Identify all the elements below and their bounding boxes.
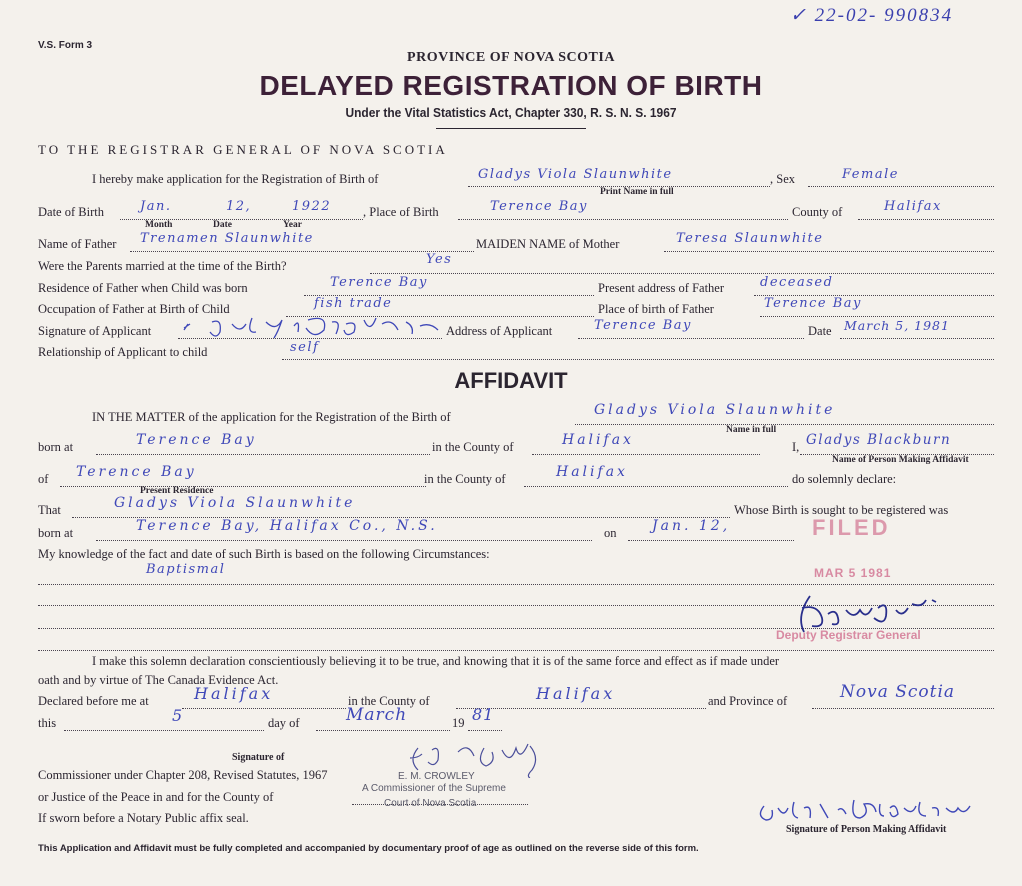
sex-field[interactable] xyxy=(808,170,994,187)
form-id: V.S. Form 3 xyxy=(38,40,93,51)
deponent-hint: Name of Person Making Affidavit xyxy=(832,455,969,465)
date-value: March 5, 1981 xyxy=(844,318,950,333)
solemn-declaration-line-2: oath and by virtue of The Canada Evidence Act. xyxy=(38,673,279,687)
sex-label: , Sex xyxy=(770,172,795,186)
relationship-value: self xyxy=(290,340,320,355)
county-value: Halifax xyxy=(884,199,942,214)
i-label: I, xyxy=(792,440,800,454)
father-birthplace-value: Terence Bay xyxy=(764,296,862,311)
knowledge-label: My knowledge of the fact and date of such Birth is based on the following Circumstances: xyxy=(38,547,490,561)
year-prefix-label: 19 xyxy=(452,716,465,730)
intro-label: I hereby make application for the Registration of Birth of xyxy=(92,172,379,186)
affidavit-heading: AFFIDAVIT xyxy=(454,368,568,393)
county-of-label: in the County of xyxy=(432,440,514,454)
date-hint: Date xyxy=(213,220,232,230)
father-present-value: deceased xyxy=(760,275,834,290)
applicant-signature-label: Signature of Applicant xyxy=(38,324,152,338)
sex-value: Female xyxy=(842,167,899,182)
form-title: DELAYED REGISTRATION OF BIRTH xyxy=(259,70,763,101)
declared-at-value: Halifax xyxy=(194,684,274,703)
month-value: March xyxy=(346,705,408,725)
justice-label: or Justice of the Peace in and for the County of xyxy=(38,790,274,804)
applicant-signature-scribble xyxy=(182,314,450,342)
place-of-birth-value: Terence Bay xyxy=(490,199,588,214)
born-at-2-value: Terence Bay, Halifax Co., N.S. xyxy=(136,518,438,534)
dob-year-value: 1922 xyxy=(292,199,332,214)
filed-date-stamp: MAR 5 1981 xyxy=(814,566,892,580)
date-label: Date xyxy=(808,324,832,338)
dob-month-value: Jan. xyxy=(140,199,172,214)
reference-number: ✓ 22-02- 990834 xyxy=(790,5,954,26)
deponent-signature-scribble xyxy=(754,796,984,826)
mother-name-value: Teresa Slaunwhite xyxy=(676,231,824,246)
day-value: 5 xyxy=(172,706,186,725)
circumstance-value: Baptismal xyxy=(146,562,226,577)
name-in-full-hint: Name in full xyxy=(726,425,777,435)
declare-label: do solemnly declare: xyxy=(792,472,897,486)
county-of-2-value: Halifax xyxy=(556,464,628,480)
notary-label: If sworn before a Notary Public affix seal. xyxy=(38,811,249,825)
county-label: County of xyxy=(792,205,843,219)
day-field[interactable] xyxy=(64,714,264,731)
child-name-value: Gladys Viola Slaunwhite xyxy=(478,167,673,182)
father-birthplace-label: Place of birth of Father xyxy=(598,302,714,316)
commissioner-label: Commissioner under Chapter 208, Revised Statutes, 1967 xyxy=(38,768,328,782)
residence-value: Terence Bay xyxy=(76,464,197,480)
father-residence-value: Terence Bay xyxy=(330,275,428,290)
dob-label: Date of Birth xyxy=(38,205,104,219)
father-present-label: Present address of Father xyxy=(598,281,725,295)
that-label: That xyxy=(38,503,61,517)
applicant-address-value: Terence Bay xyxy=(594,318,692,333)
of-label: of xyxy=(38,472,49,486)
county-of-value: Halifax xyxy=(562,432,634,448)
dob-day-value: 12, xyxy=(226,199,252,214)
relationship-field[interactable] xyxy=(282,343,994,360)
solemn-declaration-line-1: I make this solemn declaration conscientiously believing it to be true, and knowing that it is of the same force and effect as if made under xyxy=(92,654,780,668)
on-label: on xyxy=(604,526,617,540)
county-of-3-value: Halifax xyxy=(536,684,616,703)
crowley-stamp-line-2: A Commissioner of the Supreme xyxy=(362,783,506,794)
day-of-label: day of xyxy=(268,716,300,730)
crowley-stamp-line-3: Court of Nova Scotia xyxy=(384,798,477,809)
born-at-value: Terence Bay xyxy=(136,432,257,448)
father-name-label: Name of Father xyxy=(38,237,117,251)
married-label: Were the Parents married at the time of the Birth? xyxy=(38,259,287,273)
title-rule xyxy=(436,128,586,129)
signature-of-label: Signature of xyxy=(232,752,285,763)
deputy-registrar-stamp: Deputy Registrar General xyxy=(776,628,921,642)
county-of-3-label: in the County of xyxy=(348,694,430,708)
addressee-line: TO THE REGISTRAR GENERAL OF NOVA SCOTIA xyxy=(38,142,448,157)
place-of-birth-label: , Place of Birth xyxy=(363,205,439,219)
county-of-2-label: in the County of xyxy=(424,472,506,486)
year-hint: Year xyxy=(283,220,302,230)
crowley-stamp-line-1: E. M. CROWLEY xyxy=(398,771,475,782)
province-of-label: and Province of xyxy=(708,694,788,708)
deponent-value: Gladys Blackburn xyxy=(806,432,952,448)
mother-name-label: MAIDEN NAME of Mother xyxy=(476,237,620,251)
print-name-hint: Print Name in full xyxy=(600,187,674,197)
province-heading: PROVINCE OF NOVA SCOTIA xyxy=(407,50,615,65)
born-at-2-label: born at xyxy=(38,526,74,540)
that-name-value: Gladys Viola Slaunwhite xyxy=(114,495,356,511)
father-residence-label: Residence of Father when Child was born xyxy=(38,281,248,295)
father-occupation-label: Occupation of Father at Birth of Child xyxy=(38,302,230,316)
father-name-value: Trenamen Slaunwhite xyxy=(140,231,314,246)
matter-name-value: Gladys Viola Slaunwhite xyxy=(594,402,836,418)
father-occupation-value: fish trade xyxy=(314,296,393,311)
declared-before-label: Declared before me at xyxy=(38,694,149,708)
born-at-label: born at xyxy=(38,440,74,454)
footer-note: This Application and Affidavit must be fully completed and accompanied by documentary proof of age as outlined on the reverse side of this form. xyxy=(38,843,699,854)
filed-stamp: FILED xyxy=(812,515,891,540)
month-hint: Month xyxy=(145,220,173,230)
year-value: 81 xyxy=(472,705,495,724)
form-subtitle: Under the Vital Statistics Act, Chapter 330, R. S. N. S. 1967 xyxy=(345,105,677,120)
province-of-value: Nova Scotia xyxy=(840,682,956,702)
whose-birth-label: Whose Birth is sought to be registered was xyxy=(734,503,949,517)
born-on-value: Jan. 12, xyxy=(652,518,731,534)
this-label: this xyxy=(38,716,57,730)
matter-label: IN THE MATTER of the application for the Registration of the Birth of xyxy=(92,410,451,424)
deponent-signature-label: Signature of Person Making Affidavit xyxy=(786,824,947,835)
residence-hint: Present Residence xyxy=(140,486,214,496)
married-field[interactable] xyxy=(370,257,994,274)
applicant-address-label: Address of Applicant xyxy=(446,324,553,338)
relationship-label: Relationship of Applicant to child xyxy=(38,345,208,359)
married-value: Yes xyxy=(426,252,453,267)
